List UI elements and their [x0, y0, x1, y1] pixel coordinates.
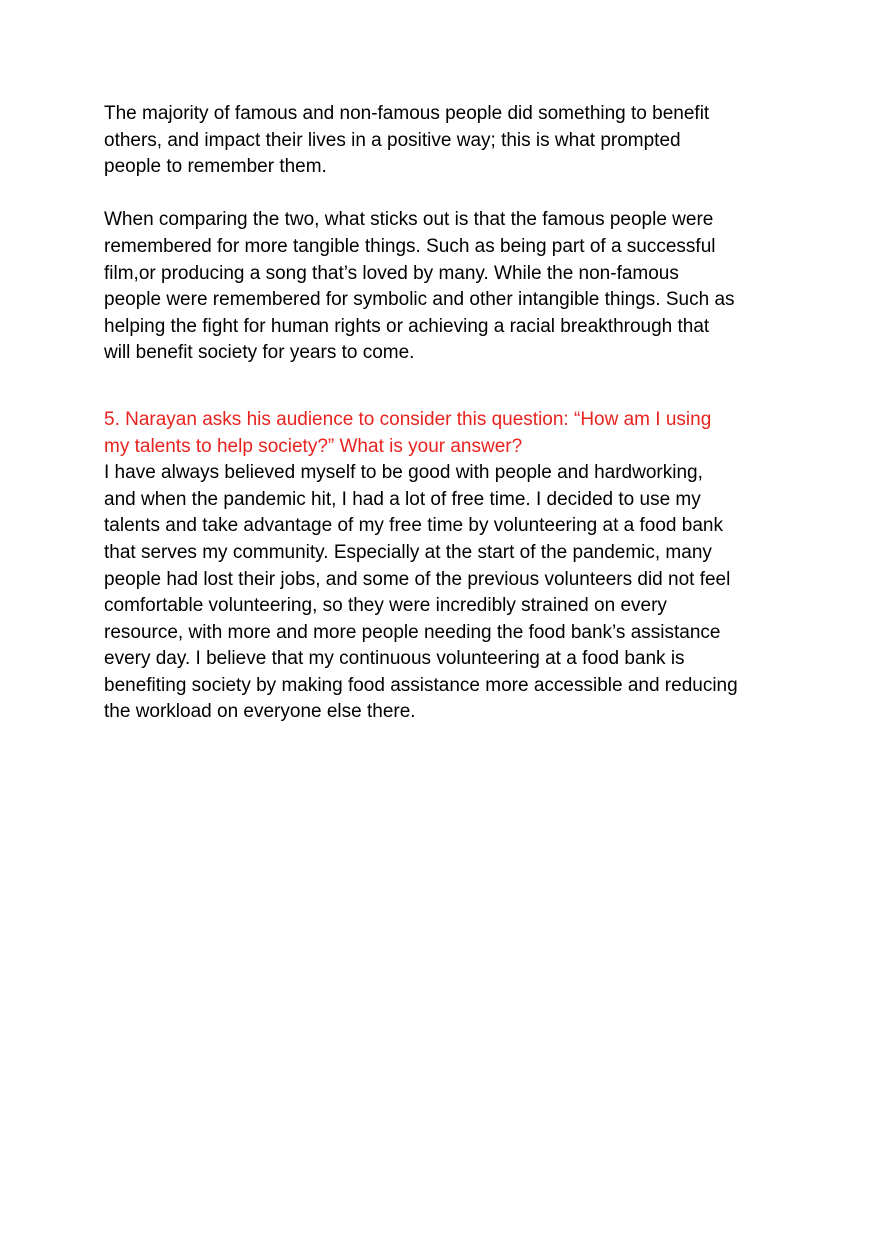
paragraph-spacer	[104, 181, 804, 208]
text-line: resource, with more and more people needing the food bank’s assistance	[104, 621, 721, 643]
text-line: I have always believed myself to be good with people and hardworking,	[104, 462, 703, 484]
section-spacer	[104, 367, 804, 407]
text-line: people were remembered for symbolic and other intangible things. Such as	[104, 289, 735, 311]
answer-5	[104, 460, 804, 726]
question-line: 5. Narayan asks his audience to consider this question: “How am I using	[104, 408, 712, 430]
document-body	[104, 101, 804, 726]
paragraph-comparison	[104, 207, 804, 367]
text-line: will benefit society for years to come.	[104, 342, 415, 364]
text-line: talents and take advantage of my free time by volunteering at a food bank	[104, 515, 723, 537]
question-5	[104, 407, 804, 460]
text-line: benefiting society by making food assistance more accessible and reducing	[104, 674, 738, 696]
text-line: every day. I believe that my continuous volunteering at a food bank is	[104, 648, 685, 670]
text-line: people to remember them.	[104, 156, 327, 178]
text-line: the workload on everyone else there.	[104, 701, 416, 723]
text-line: helping the fight for human rights or achieving a racial breakthrough that	[104, 315, 710, 337]
text-line: comfortable volunteering, so they were incredibly strained on every	[104, 595, 667, 617]
text-line: film,or producing a song that’s loved by many. While the non-famous	[104, 262, 679, 284]
paragraph-famous-people	[104, 101, 804, 181]
question-line: my talents to help society?” What is your answer?	[104, 435, 523, 457]
text-line: The majority of famous and non-famous people did something to benefit	[104, 103, 710, 124]
text-line: and when the pandemic hit, I had a lot of free time. I decided to use my	[104, 488, 701, 510]
text-line: that serves my community. Especially at the start of the pandemic, many	[104, 541, 712, 563]
text-line: remembered for more tangible things. Such as being part of a successful	[104, 235, 716, 257]
text-line: people had lost their jobs, and some of the previous volunteers did not feel	[104, 568, 731, 590]
text-line: others, and impact their lives in a positive way; this is what prompted	[104, 129, 681, 151]
text-line: When comparing the two, what sticks out is that the famous people were	[104, 209, 714, 231]
